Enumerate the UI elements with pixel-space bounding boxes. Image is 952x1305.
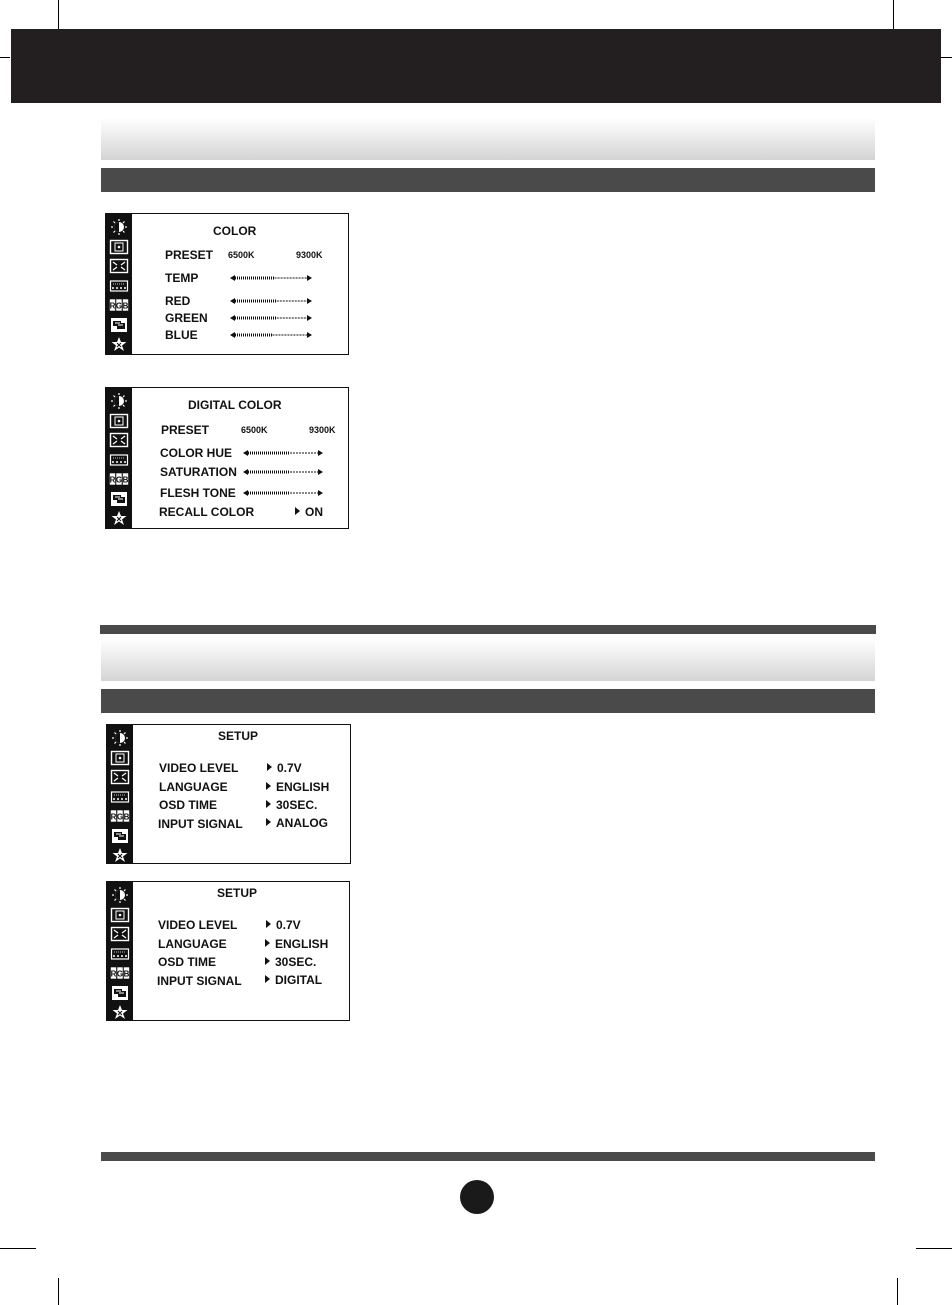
arrow-left-icon	[230, 298, 235, 304]
arrow-right-icon	[265, 939, 270, 947]
input-signal-value[interactable]	[266, 816, 328, 830]
setup-icon[interactable]	[110, 985, 130, 1001]
rgb-letter-b: B	[122, 475, 129, 485]
crop-mark	[941, 57, 952, 58]
section-divider	[100, 625, 876, 634]
crop-mark	[0, 57, 10, 58]
language-label: LANGUAGE	[159, 780, 228, 794]
subsection-bar	[101, 168, 875, 192]
arrow-right-icon	[266, 920, 271, 928]
language-value-text: ENGLISH	[275, 937, 329, 951]
osd-color-menu	[105, 213, 349, 355]
preset-6500k: 6500K	[241, 425, 268, 435]
size-icon[interactable]	[110, 926, 130, 942]
arrow-right-icon	[307, 315, 312, 321]
menu-title: DIGITAL COLOR	[188, 398, 282, 412]
crop-mark	[897, 1278, 898, 1305]
rgb-letter-g: G	[115, 475, 123, 485]
video-level-value[interactable]	[267, 761, 302, 775]
header-bar	[11, 29, 941, 103]
arrow-left-icon	[243, 469, 248, 475]
arrow-right-icon	[265, 957, 270, 965]
rgb-letter-g: G	[116, 812, 124, 822]
osd-time-value[interactable]	[266, 798, 317, 812]
arrow-right-icon	[307, 298, 312, 304]
green-label: GREEN	[165, 311, 208, 325]
rgb-letter-r: R	[109, 475, 116, 485]
arrow-right-icon	[266, 818, 271, 826]
osd-time-value[interactable]	[265, 955, 316, 969]
special-icon[interactable]	[109, 336, 129, 352]
arrow-right-icon	[318, 490, 323, 496]
language-value-text: ENGLISH	[276, 780, 330, 794]
position-icon[interactable]	[110, 907, 130, 923]
rgb-letter-r: R	[110, 812, 117, 822]
rgb-icon[interactable]	[110, 808, 130, 824]
menu-title: COLOR	[213, 224, 257, 238]
arrow-right-icon	[265, 975, 270, 983]
rgb-letter-b: B	[123, 969, 130, 979]
osd-setup-digital	[106, 881, 350, 1021]
saturation-label: SATURATION	[160, 465, 237, 479]
section-heading-bar	[101, 639, 875, 681]
tracking-icon[interactable]	[110, 789, 130, 805]
osd-time-label: OSD TIME	[159, 798, 218, 812]
osd-icon-strip	[107, 725, 133, 863]
osd-icon-strip	[107, 882, 133, 1020]
menu-title: SETUP	[218, 729, 259, 743]
crop-mark	[916, 1248, 952, 1249]
red-slider[interactable]	[230, 297, 312, 305]
blue-label: BLUE	[165, 328, 198, 342]
preset-label: PRESET	[161, 423, 210, 437]
menu-title: SETUP	[217, 886, 258, 900]
recall-color-value[interactable]	[295, 505, 323, 519]
arrow-right-icon	[318, 450, 323, 456]
rgb-letter-r: R	[110, 969, 117, 979]
size-icon[interactable]	[110, 769, 130, 785]
color-hue-slider[interactable]	[243, 449, 323, 457]
setup-icon[interactable]	[110, 828, 130, 844]
flesh-tone-label: FLESH TONE	[160, 486, 236, 500]
rgb-letter-b: B	[122, 301, 129, 311]
setup-icon[interactable]	[109, 491, 129, 507]
crop-mark	[893, 0, 894, 30]
arrow-right-icon	[318, 469, 323, 475]
arrow-right-icon	[266, 782, 271, 790]
input-signal-value-text: ANALOG	[276, 816, 328, 830]
osd-setup-analog	[106, 724, 351, 864]
rgb-letter-b: B	[123, 812, 130, 822]
input-signal-label: INPUT SIGNAL	[158, 817, 243, 831]
video-level-value[interactable]	[266, 918, 301, 932]
arrow-left-icon	[230, 275, 235, 281]
osd-time-value-text: 30SEC.	[275, 955, 317, 969]
section-heading-bar	[101, 118, 875, 160]
preset-6500k: 6500K	[228, 250, 255, 260]
input-signal-value[interactable]	[265, 973, 322, 987]
input-signal-value-text: DIGITAL	[275, 973, 323, 987]
rgb-icon[interactable]	[109, 297, 129, 313]
arrow-right-icon	[307, 332, 312, 338]
brightness-icon[interactable]	[109, 393, 129, 409]
rgb-letter-g: G	[116, 969, 124, 979]
video-level-label: VIDEO LEVEL	[159, 761, 239, 775]
preset-9300k: 9300K	[296, 250, 323, 260]
red-label: RED	[165, 294, 191, 308]
position-icon[interactable]	[109, 239, 129, 255]
tracking-icon[interactable]	[110, 946, 130, 962]
setup-icon[interactable]	[109, 317, 129, 333]
arrow-left-icon	[243, 450, 248, 456]
osd-icon-strip	[106, 214, 132, 354]
blue-slider[interactable]	[230, 331, 312, 339]
green-slider[interactable]	[230, 314, 312, 322]
video-level-value-text: 0.7V	[276, 918, 301, 932]
crop-mark	[58, 1278, 59, 1305]
rgb-letter-g: G	[115, 301, 123, 311]
page-number-badge	[460, 1180, 494, 1214]
arrow-right-icon	[295, 507, 300, 515]
preset-label: PRESET	[165, 248, 214, 262]
footer-rule	[101, 1152, 875, 1161]
arrow-right-icon	[267, 763, 272, 771]
language-value[interactable]	[265, 937, 328, 951]
arrow-right-icon	[307, 275, 312, 281]
rgb-icon[interactable]	[110, 965, 130, 981]
color-hue-label: COLOR HUE	[160, 446, 232, 460]
crop-mark	[58, 0, 59, 30]
arrow-right-icon	[266, 800, 271, 808]
temp-label: TEMP	[165, 271, 199, 285]
special-icon[interactable]	[110, 847, 130, 863]
osd-digital-color-menu	[105, 387, 349, 529]
special-icon[interactable]	[110, 1004, 130, 1020]
crop-mark	[0, 1248, 36, 1249]
language-value[interactable]	[266, 780, 329, 794]
arrow-left-icon	[243, 490, 248, 496]
preset-9300k: 9300K	[309, 425, 336, 435]
flesh-tone-slider[interactable]	[243, 489, 323, 497]
position-icon[interactable]	[110, 750, 130, 766]
language-label: LANGUAGE	[158, 937, 227, 951]
input-signal-label: INPUT SIGNAL	[157, 974, 242, 988]
rgb-letter-r: R	[109, 301, 116, 311]
size-icon[interactable]	[109, 432, 129, 448]
rgb-icon[interactable]	[109, 471, 129, 487]
position-icon[interactable]	[109, 413, 129, 429]
arrow-left-icon	[230, 332, 235, 338]
brightness-icon[interactable]	[109, 219, 129, 235]
subsection-bar	[101, 689, 875, 713]
special-icon[interactable]	[109, 510, 129, 526]
tracking-icon[interactable]	[109, 278, 129, 294]
video-level-label: VIDEO LEVEL	[158, 918, 238, 932]
osd-icon-strip	[106, 388, 132, 528]
size-icon[interactable]	[109, 258, 129, 274]
recall-color-value-text: ON	[305, 505, 323, 519]
brightness-icon[interactable]	[110, 730, 130, 746]
saturation-slider[interactable]	[243, 468, 323, 476]
video-level-value-text: 0.7V	[277, 761, 302, 775]
temp-slider[interactable]	[230, 274, 312, 282]
tracking-icon[interactable]	[109, 452, 129, 468]
brightness-icon[interactable]	[110, 887, 130, 903]
osd-time-value-text: 30SEC.	[276, 798, 318, 812]
recall-color-label: RECALL COLOR	[159, 505, 255, 519]
arrow-left-icon	[230, 315, 235, 321]
osd-time-label: OSD TIME	[158, 955, 217, 969]
